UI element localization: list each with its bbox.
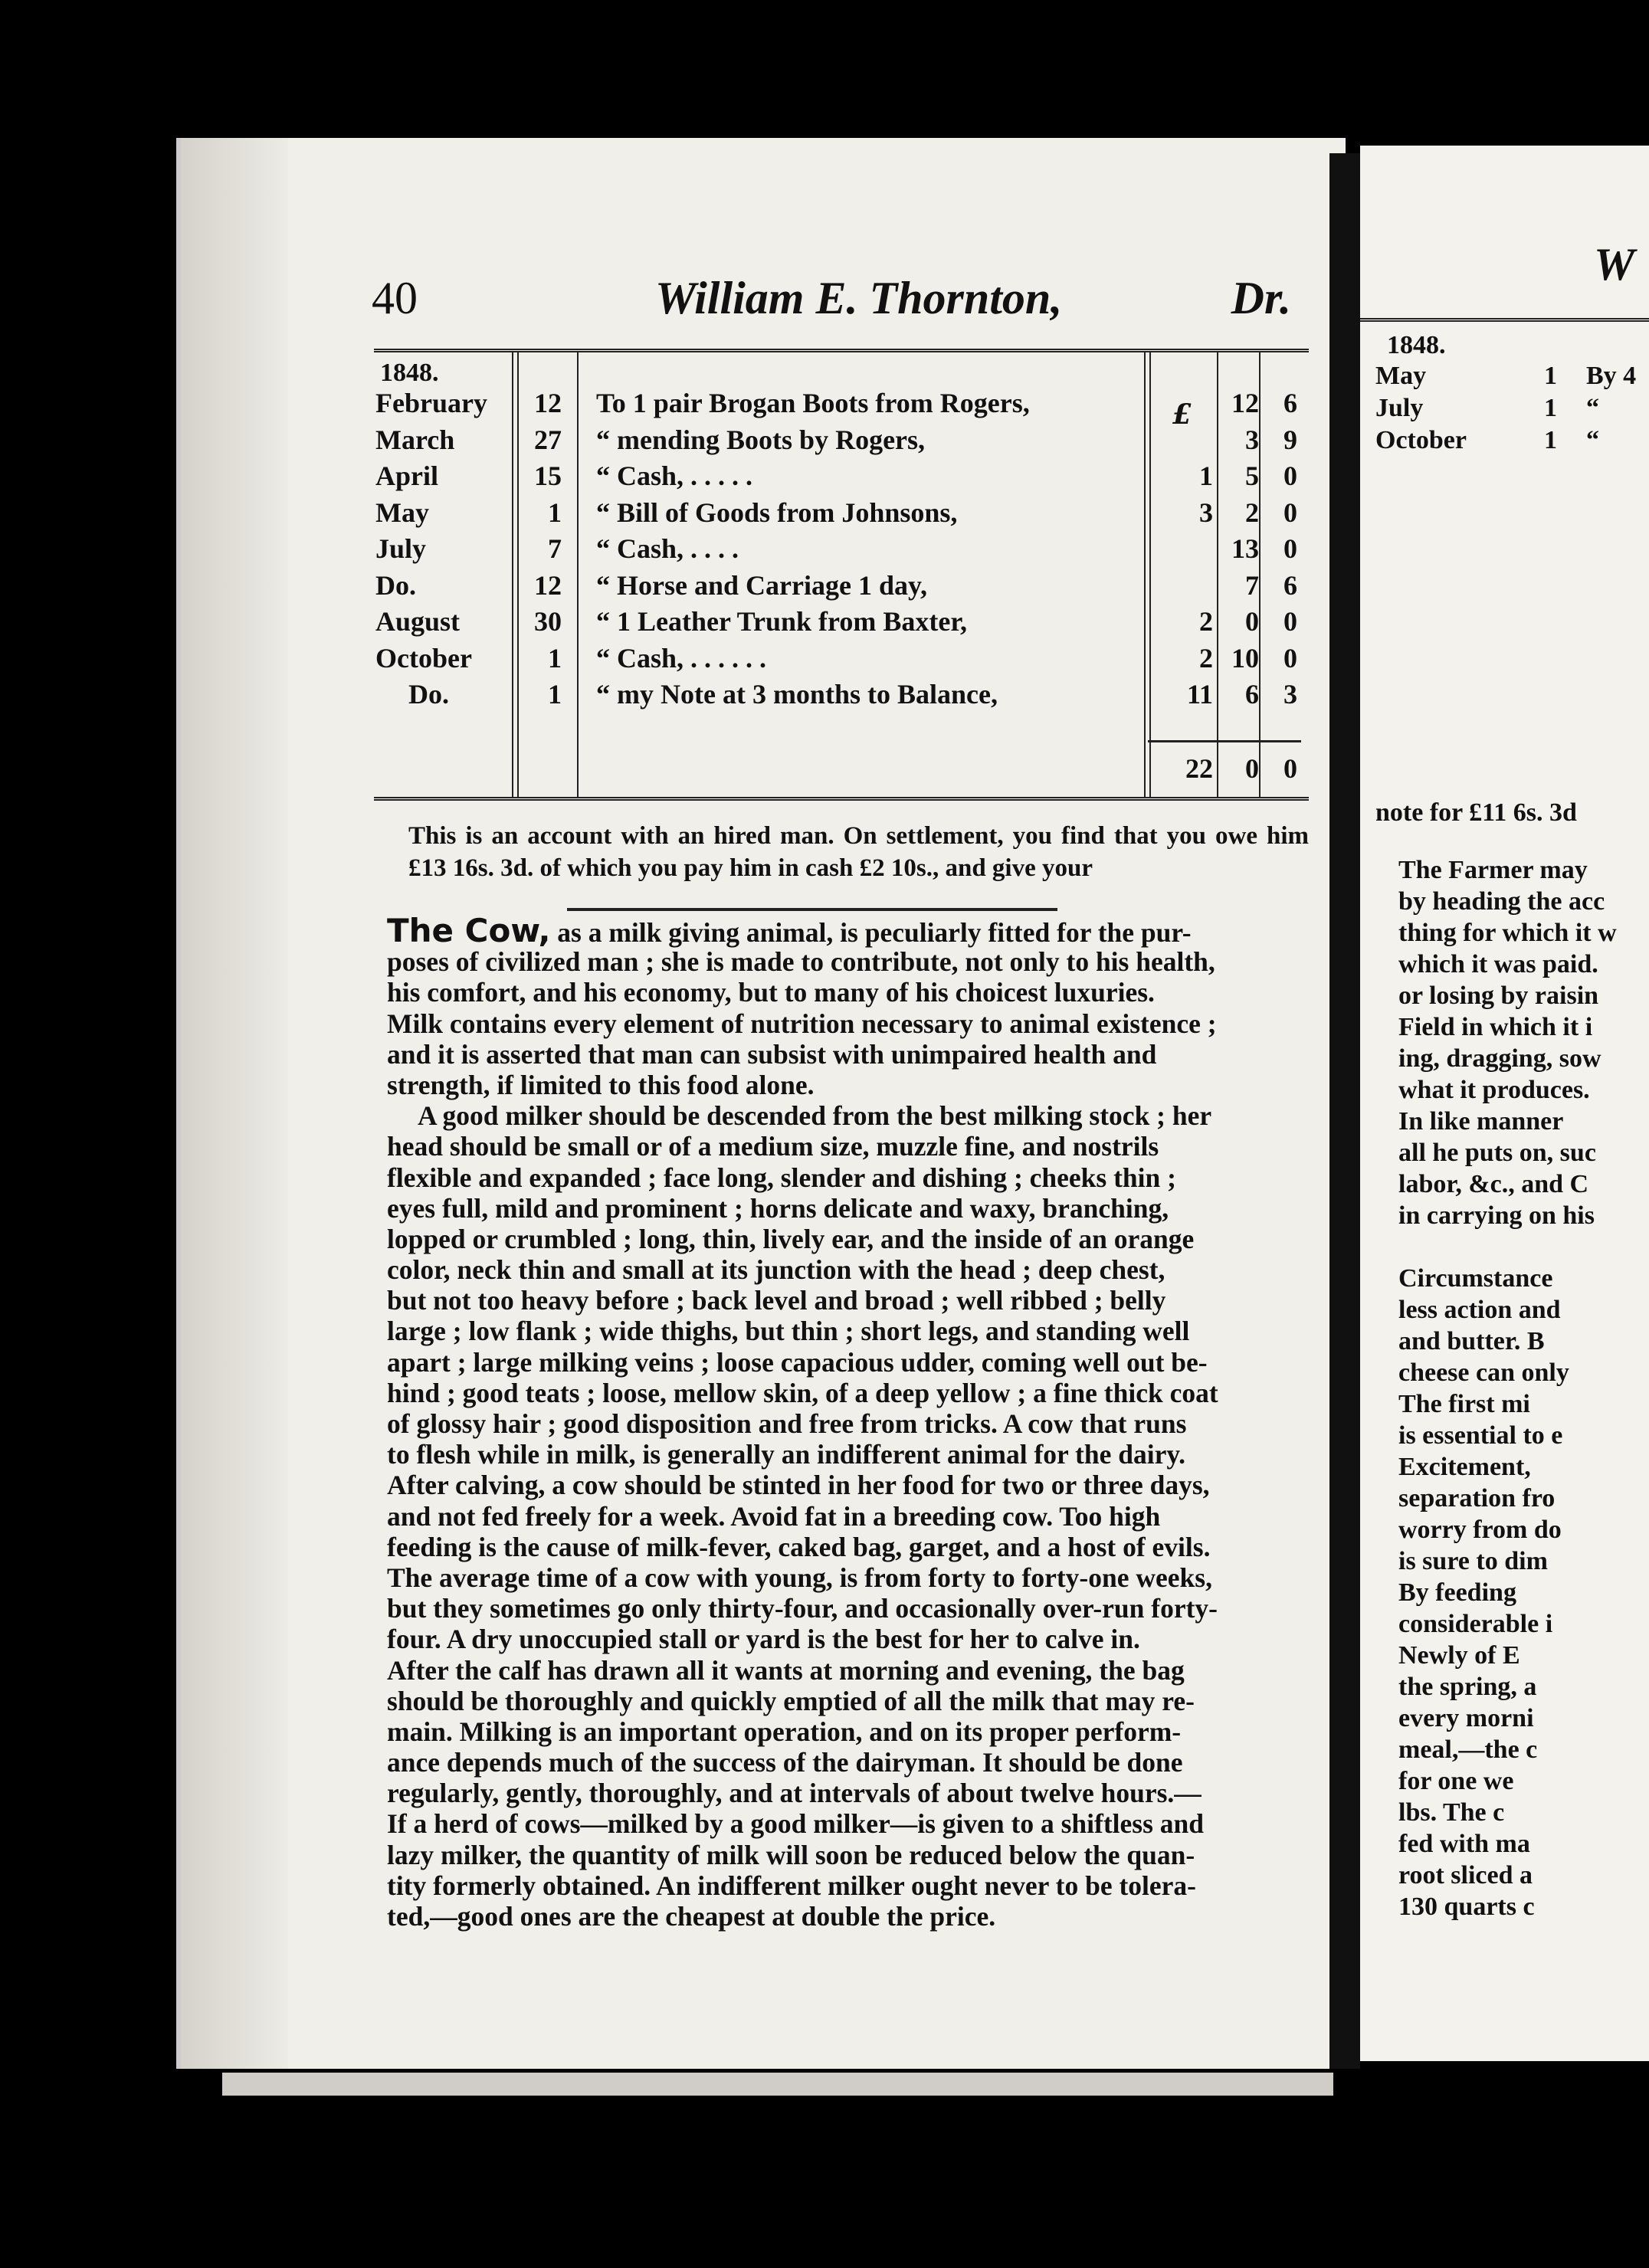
right-page-line: cheese can only xyxy=(1398,1359,1569,1387)
page-number: 40 xyxy=(372,273,418,323)
row-month: March xyxy=(375,424,455,455)
article-line: lopped or crumbled ; long, thin, lively ear, and the inside of an orange xyxy=(387,1223,1195,1254)
article-line: flexible and expanded ; face long, slender and dishing ; cheeks thin ; xyxy=(387,1162,1176,1193)
article-line: of glossy hair ; good disposition and free from tricks. A cow that runs xyxy=(387,1408,1187,1439)
right-page-line: and butter. B xyxy=(1398,1327,1545,1355)
row-month: April xyxy=(375,460,439,491)
article-line: to flesh while in milk, is generally an indifferent animal for the dairy. xyxy=(387,1439,1185,1470)
row-day: 7 xyxy=(548,533,562,564)
article-lead-word: The Cow, xyxy=(387,912,551,949)
row-day: 30 xyxy=(534,606,562,637)
article-line-text: as a milk giving animal, is peculiarly fitted for the pur- xyxy=(550,917,1192,948)
ledger-row xyxy=(374,569,1309,605)
row-shillings: 2 xyxy=(1245,497,1259,528)
book-gutter xyxy=(1329,153,1360,2069)
article-line: tity formerly obtained. An indifferent milker ought never to be tolera- xyxy=(387,1870,1196,1901)
article-line: ted,—good ones are the cheapest at double the price. xyxy=(387,1901,996,1932)
row-day: 12 xyxy=(534,388,562,418)
row-description: “ mending Boots by Rogers, xyxy=(596,424,926,455)
right-page-line: In like manner xyxy=(1398,1107,1564,1136)
article-line: and it is asserted that man can subsist with unimpaired health and xyxy=(387,1038,1157,1070)
row-month: February xyxy=(375,388,487,418)
row-description: “ Horse and Carriage 1 day, xyxy=(596,569,927,601)
right-page-line: root sliced a xyxy=(1398,1861,1533,1889)
row-pounds: 3 xyxy=(1199,497,1213,528)
row-pounds: 2 xyxy=(1199,606,1213,637)
right-page-line: considerable i xyxy=(1398,1610,1553,1638)
ledger-row xyxy=(374,642,1309,678)
article-line: head should be small or of a medium size, muzzle fine, and nostrils xyxy=(387,1131,1159,1162)
right-page-line: fed with ma xyxy=(1398,1830,1530,1858)
right-row-desc: “ xyxy=(1586,394,1599,422)
row-shillings: 5 xyxy=(1245,460,1259,491)
row-pence: 9 xyxy=(1283,424,1297,455)
row-day: 15 xyxy=(534,460,562,491)
right-page-line: separation fro xyxy=(1398,1484,1556,1513)
article-line: regularly, gently, thoroughly, and at intervals of about twelve hours.— xyxy=(387,1778,1202,1809)
right-page xyxy=(1360,146,1649,2061)
article-line: and not fed freely for a week. Avoid fat in a breeding cow. Too high xyxy=(387,1500,1161,1532)
right-page-text xyxy=(1360,854,1649,1922)
article-line: four. A dry unoccupied stall or yard is the best for her to calve in. xyxy=(387,1624,1140,1655)
article-line: feeding is the cause of milk-fever, caked bag, garget, and a host of evils. xyxy=(387,1531,1211,1562)
cow-article xyxy=(387,912,1320,1932)
right-row-day: 1 xyxy=(1544,426,1557,454)
right-row-month: May xyxy=(1375,362,1427,390)
article-line: apart ; large milking veins ; loose capacious udder, coming well out be- xyxy=(387,1346,1208,1378)
right-row-desc: By 4 xyxy=(1586,362,1637,390)
ledger-row xyxy=(374,605,1309,641)
article-line: lazy milker, the quantity of milk will soon be reduced below the quan- xyxy=(387,1839,1195,1870)
page-header xyxy=(372,272,1291,333)
right-page-line: Newly of E xyxy=(1398,1641,1520,1670)
row-description: “ Cash, . . . . . xyxy=(596,460,753,491)
article-line: but they sometimes go only thirty-four, and occasionally over-run forty- xyxy=(387,1593,1218,1624)
ledger-table xyxy=(374,349,1309,801)
right-page-line: is sure to dim xyxy=(1398,1547,1548,1575)
article-line: After the calf has drawn all it wants at morning and evening, the bag xyxy=(387,1654,1185,1686)
settlement-note: This is an account with an hired man. On settlement, you find that you owe him £13 16s. 3d. of which you pay him in cash £2 10s., and give your xyxy=(408,822,1309,882)
article-line: main. Milking is an important operation, and on its proper perform- xyxy=(387,1716,1182,1747)
right-page-line: all he puts on, suc xyxy=(1398,1139,1596,1167)
row-shillings: 6 xyxy=(1245,679,1259,710)
article-line xyxy=(387,912,1320,949)
right-row-day: 1 xyxy=(1544,362,1557,390)
row-pence: 0 xyxy=(1283,606,1297,637)
article-line: ance depends much of the success of the dairyman. It should be done xyxy=(387,1747,1183,1778)
right-page-line: thing for which it w xyxy=(1398,919,1617,947)
row-pence: 0 xyxy=(1283,460,1297,491)
row-shillings: 10 xyxy=(1231,642,1259,674)
article-line: poses of civilized man ; she is made to contribute, not only to his health, xyxy=(387,946,1215,978)
row-description: “ Bill of Goods from Johnsons, xyxy=(596,497,958,528)
article-line: large ; low flank ; wide thighs, but thin ; short legs, and standing well xyxy=(387,1316,1190,1347)
article-line: but not too heavy before ; back level and broad ; well ribbed ; belly xyxy=(387,1285,1166,1316)
right-page-line: By feeding xyxy=(1398,1578,1516,1607)
ledger-year: 1848. xyxy=(380,359,439,387)
row-month: July xyxy=(375,533,427,564)
row-pence: 6 xyxy=(1283,388,1297,418)
right-row-desc: “ xyxy=(1586,426,1599,454)
row-pence: 3 xyxy=(1283,679,1297,710)
right-row-day: 1 xyxy=(1544,394,1557,422)
total-rule xyxy=(1148,740,1301,742)
right-page-line: Circumstance xyxy=(1398,1264,1553,1293)
row-description: “ my Note at 3 months to Balance, xyxy=(596,679,998,710)
right-page-line: ing, dragging, sow xyxy=(1398,1044,1601,1073)
right-page-line: in carrying on his xyxy=(1398,1201,1595,1230)
row-day: 12 xyxy=(534,569,562,601)
right-page-line: is essential to e xyxy=(1398,1421,1563,1450)
row-pence: 6 xyxy=(1283,569,1297,601)
row-description: To 1 pair Brogan Boots from Rogers, xyxy=(596,388,1030,418)
article-line: strength, if limited to this food alone. xyxy=(387,1069,815,1100)
row-description: “ Cash, . . . . . . xyxy=(596,642,767,674)
article-line: eyes full, mild and prominent ; horns delicate and waxy, branching, xyxy=(387,1192,1169,1224)
right-page-line: by heading the acc xyxy=(1398,887,1605,916)
right-page-line: which it was paid. xyxy=(1398,950,1598,978)
section-rule xyxy=(567,908,1057,911)
ledger-row xyxy=(374,533,1309,569)
right-page-line: lbs. The c xyxy=(1398,1798,1505,1827)
row-day: 1 xyxy=(548,497,562,528)
right-note: note for £11 6s. 3d xyxy=(1375,798,1577,827)
right-page-title: W xyxy=(1594,239,1635,290)
ledger-row xyxy=(374,424,1309,460)
row-pounds: 2 xyxy=(1199,642,1213,674)
right-row-month: October xyxy=(1375,426,1467,454)
right-page-line: labor, &c., and C xyxy=(1398,1170,1589,1198)
row-month: May xyxy=(375,497,429,528)
article-line: After calving, a cow should be stinted in her food for two or three days, xyxy=(387,1470,1210,1501)
row-pence: 0 xyxy=(1283,642,1297,674)
row-shillings: 3 xyxy=(1245,424,1259,455)
right-page-line: the spring, a xyxy=(1398,1673,1537,1701)
article-line: A good milker should be descended from the best milking stock ; her xyxy=(418,1100,1212,1132)
article-line: Milk contains every element of nutrition necessary to animal existence ; xyxy=(387,1008,1217,1039)
right-page-line: every morni xyxy=(1398,1704,1534,1732)
total-shillings: 0 xyxy=(1245,753,1259,784)
right-page-line: worry from do xyxy=(1398,1516,1562,1544)
right-page-line: for one we xyxy=(1398,1767,1514,1795)
total-pence: 0 xyxy=(1283,753,1297,784)
ledger-row xyxy=(374,678,1309,714)
page-title: William E. Thornton, xyxy=(655,273,1063,323)
right-page-line xyxy=(1360,1231,1649,1263)
row-pence: 0 xyxy=(1283,497,1297,528)
row-shillings: 7 xyxy=(1245,569,1259,601)
ledger-total-row xyxy=(374,752,1309,788)
article-line: color, neck thin and small at its junction with the head ; deep chest, xyxy=(387,1254,1165,1286)
debit-label: Dr. xyxy=(1231,273,1291,323)
right-row-month: July xyxy=(1375,394,1424,422)
right-page-line: The first mi xyxy=(1398,1390,1530,1418)
total-pounds: 22 xyxy=(1185,753,1213,784)
ledger-row xyxy=(374,460,1309,496)
right-ledger-year: 1848. xyxy=(1387,331,1446,359)
right-page-line: meal,—the c xyxy=(1398,1735,1538,1764)
row-shillings: 0 xyxy=(1245,606,1259,637)
right-page-line: Field in which it i xyxy=(1398,1013,1593,1041)
article-line: hind ; good teats ; loose, mellow skin, of a deep yellow ; a fine thick coat xyxy=(387,1377,1218,1408)
row-pounds: 11 xyxy=(1186,679,1213,710)
right-ledger xyxy=(1360,318,1649,552)
row-month: Do. xyxy=(408,679,449,710)
ledger-row xyxy=(374,387,1309,423)
right-page-line: Excitement, xyxy=(1398,1453,1531,1481)
row-day: 1 xyxy=(548,642,562,674)
row-month: October xyxy=(375,642,472,674)
row-day: 27 xyxy=(534,424,562,455)
article-line: should be thoroughly and quickly emptied of all the milk that may re- xyxy=(387,1685,1195,1716)
row-pence: 0 xyxy=(1283,533,1297,564)
row-shillings: 12 xyxy=(1231,388,1259,418)
row-month: Do. xyxy=(375,569,416,601)
row-month: August xyxy=(375,606,461,637)
row-day: 1 xyxy=(548,679,562,710)
article-line: If a herd of cows—milked by a good milker—is given to a shiftless and xyxy=(387,1808,1205,1840)
row-description: “ 1 Leather Trunk from Baxter, xyxy=(596,606,967,637)
right-page-line: what it produces. xyxy=(1398,1076,1590,1104)
article-line: his comfort, and his economy, but to many of his choicest luxuries. xyxy=(387,977,1155,1008)
right-page-line: less action and xyxy=(1398,1296,1561,1324)
right-page-line: or losing by raisin xyxy=(1398,982,1599,1010)
ledger-row xyxy=(374,497,1309,533)
row-pounds: 1 xyxy=(1199,460,1213,491)
right-page-line: The Farmer may xyxy=(1398,856,1588,884)
page-bottom-edge xyxy=(222,2073,1333,2096)
currency-symbol: £ xyxy=(1172,398,1192,431)
row-shillings: 13 xyxy=(1231,533,1259,564)
row-description: “ Cash, . . . . xyxy=(596,533,739,564)
right-page-line: 130 quarts c xyxy=(1398,1893,1535,1921)
article-line: The average time of a cow with young, is from forty to forty-one weeks, xyxy=(387,1562,1212,1593)
